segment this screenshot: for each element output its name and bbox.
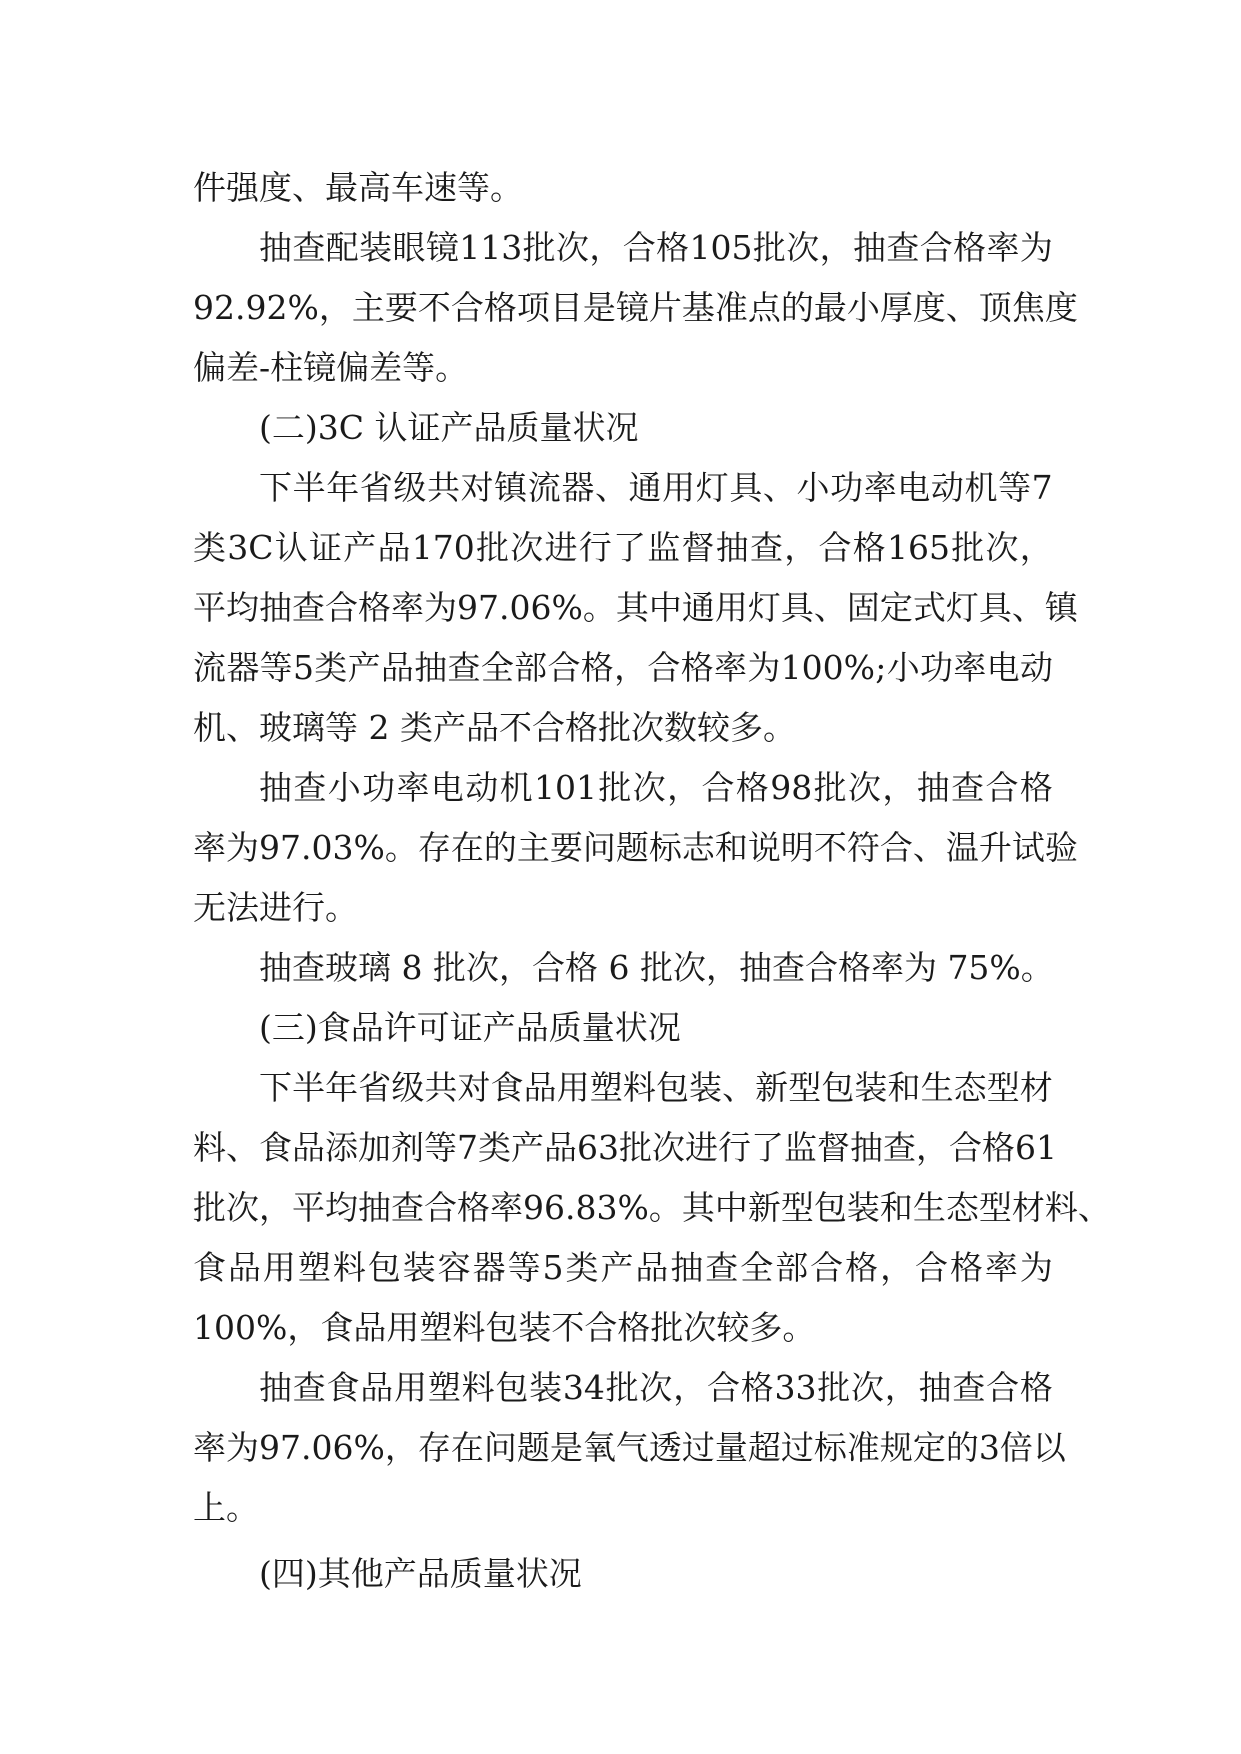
text-line: 抽 查 食 品 用 塑 料 包 装 34 批 次 ， 合 格 33 批 次 ， 抽 查 合 格 (259, 1368, 1053, 1407)
text-line: 下 半 年 省 级 共 对 镇 流 器 、 通 用 灯 具 、 小 功 率 电 动 机 等 7 (259, 468, 1053, 507)
document-body (193, 158, 1111, 1604)
text-line: 抽 查 小 功 率 电 动 机 101 批 次 ， 合 格 98 批 次 ， 抽 查 合 格 (259, 768, 1053, 807)
text-line: 抽 查 配 装 眼 镜 113 批 次 ， 合 格 105 批 次 ， 抽 查 合 格 率 为 (259, 228, 1053, 267)
text-line: 92.92% ， 主 要 不 合 格 项 目 是 镜 片 基 准 点 的 最 小 厚 度 、 顶 焦 度 (193, 288, 1078, 327)
text-line: 率 为 97.03% 。 存 在 的 主 要 问 题 标 志 和 说 明 不 符 合 、 温 升 试 验 (193, 828, 1078, 867)
text-line: 类 3C 认 证 产 品 170 批 次 进 行 了 监 督 抽 查 ， 合 格 165 批 次 ， (193, 528, 1053, 567)
text-line: 料 、 食 品 添 加 剂 等 7 类 产 品 63 批 次 进 行 了 监 督 抽 查 ， 合 格 61 (193, 1128, 1057, 1167)
text-line: (二)3C 认证产品质量状况 (259, 408, 639, 447)
text-line: (三)食品许可证产品质量状况 (259, 1008, 681, 1047)
text-line: (四)其他产品质量状况 (259, 1554, 582, 1593)
text-line: 抽查玻璃 8 批次，合格 6 批次，抽查合格率为 75%。 (259, 948, 1054, 987)
text-line: 100%，食品用塑料包装不合格批次较多。 (193, 1308, 816, 1347)
text-line: 率 为 97.06% ， 存 在 问 题 是 氧 气 透 过 量 超 过 标 准 规 定 的 3 倍 以 (193, 1428, 1066, 1467)
text-line: 无法进行。 (193, 888, 358, 927)
text-line: 下 半 年 省 级 共 对 食 品 用 塑 料 包 装 、 新 型 包 装 和 生 态 型 材 (259, 1068, 1053, 1107)
text-line: 偏差-柱镜偏差等。 (193, 348, 469, 387)
text-line: 上。 (193, 1488, 259, 1527)
text-line: 流 器 等 5 类 产 品 抽 查 全 部 合 格 ， 合 格 率 为 100% ; 小 功 率 电 动 (193, 648, 1053, 687)
text-line: 平 均 抽 查 合 格 率 为 97.06% 。 其 中 通 用 灯 具 、 固 定 式 灯 具 、 镇 (193, 588, 1078, 627)
text-line: 件强度、最高车速等。 (193, 168, 523, 207)
text-line: 机、玻璃等 2 类产品不合格批次数较多。 (193, 708, 796, 747)
text-line: 食 品 用 塑 料 包 装 容 器 等 5 类 产 品 抽 查 全 部 合 格 ， 合 格 率 为 (193, 1248, 1053, 1287)
text-line: 批 次 ， 平 均 抽 查 合 格 率 96.83% 。 其 中 新 型 包 装 和 生 态 型 材 料 、 (193, 1188, 1111, 1227)
